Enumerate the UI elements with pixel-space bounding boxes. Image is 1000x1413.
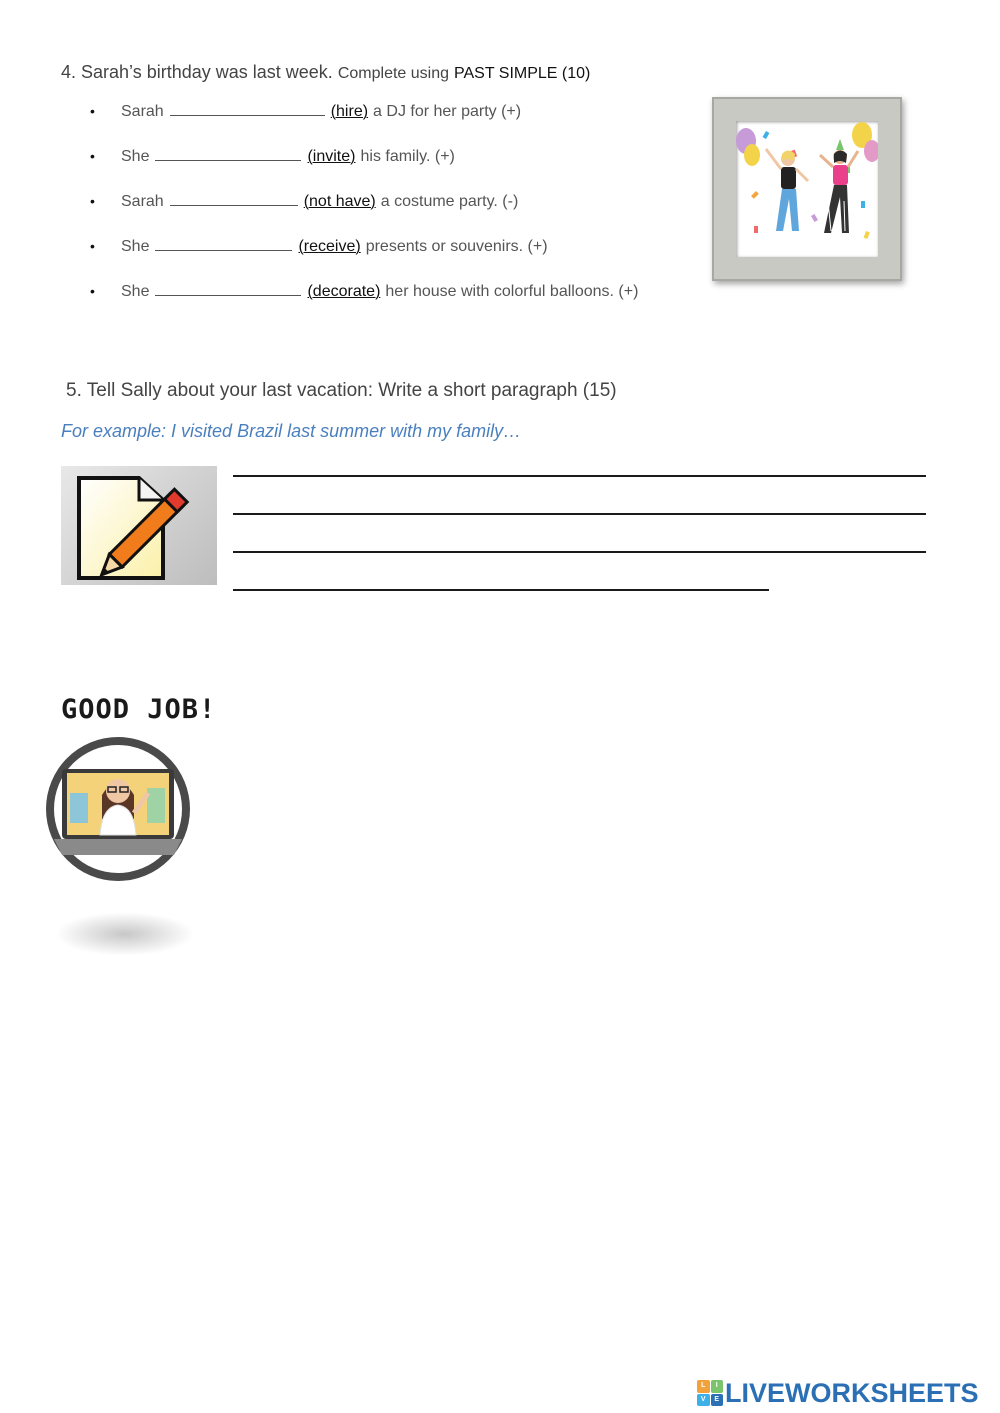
bullet: • bbox=[90, 148, 95, 164]
exercise-4-item bbox=[90, 101, 521, 121]
answer-blank[interactable] bbox=[155, 236, 292, 251]
item-verb: (decorate) bbox=[307, 283, 381, 300]
good-job-heading: GOOD JOB! bbox=[61, 694, 217, 725]
avatar-shadow bbox=[55, 912, 195, 956]
exercise-4-title-main: 4. Sarah’s birthday was last week. bbox=[61, 62, 333, 82]
writing-line[interactable] bbox=[233, 475, 926, 477]
exercise-5-example: For example: I visited Brazil last summer with my family… bbox=[61, 421, 522, 441]
writing-line[interactable] bbox=[233, 513, 926, 515]
exercise-4-item bbox=[90, 281, 638, 301]
logo-text: LIVEWORKSHEETS bbox=[725, 1377, 979, 1408]
item-verb: (receive) bbox=[298, 238, 361, 255]
item-rest: his family. (+) bbox=[360, 148, 455, 165]
exercise-5-title: 5. Tell Sally about your last vacation: Write a short paragraph (15) bbox=[66, 380, 617, 401]
logo-mark-cell: E bbox=[711, 1394, 724, 1407]
bullet: • bbox=[90, 103, 95, 119]
item-verb: (hire) bbox=[330, 103, 369, 120]
item-rest: her house with colorful balloons. (+) bbox=[385, 283, 639, 300]
item-subject: Sarah bbox=[121, 193, 164, 210]
teacher-avatar bbox=[42, 733, 194, 885]
answer-blank[interactable] bbox=[155, 281, 301, 296]
exercise-4-title bbox=[61, 62, 590, 83]
item-verb: (invite) bbox=[307, 148, 356, 165]
item-subject: She bbox=[121, 148, 150, 165]
liveworksheets-logo[interactable] bbox=[697, 1377, 979, 1409]
logo-mark-icon bbox=[697, 1380, 723, 1406]
exercise-4-instruction: Complete using bbox=[337, 65, 449, 82]
logo-mark-cell: I bbox=[711, 1380, 724, 1393]
bullet: • bbox=[90, 283, 95, 299]
exercise-4-item bbox=[90, 236, 548, 256]
party-picture-frame bbox=[712, 97, 902, 281]
writing-line[interactable] bbox=[233, 551, 926, 553]
item-subject: She bbox=[121, 283, 150, 300]
item-subject: She bbox=[121, 238, 150, 255]
answer-blank[interactable] bbox=[155, 146, 301, 161]
item-verb: (not have) bbox=[303, 193, 376, 210]
party-illustration bbox=[736, 121, 878, 257]
answer-blank[interactable] bbox=[170, 191, 298, 206]
item-rest: a DJ for her party (+) bbox=[373, 103, 522, 120]
bullet: • bbox=[90, 238, 95, 254]
logo-mark-cell: L bbox=[697, 1380, 710, 1393]
answer-blank[interactable] bbox=[170, 101, 325, 116]
item-subject: Sarah bbox=[121, 103, 164, 120]
item-rest: a costume party. (-) bbox=[380, 193, 519, 210]
logo-mark-cell: V bbox=[697, 1394, 710, 1407]
item-rest: presents or souvenirs. (+) bbox=[365, 238, 548, 255]
writing-line[interactable] bbox=[233, 589, 769, 591]
bullet: • bbox=[90, 193, 95, 209]
exercise-4-item bbox=[90, 146, 455, 166]
paper-pencil-icon bbox=[61, 466, 217, 585]
exercise-4-item bbox=[90, 191, 518, 211]
exercise-4-emphasis: PAST SIMPLE (10) bbox=[454, 65, 591, 82]
